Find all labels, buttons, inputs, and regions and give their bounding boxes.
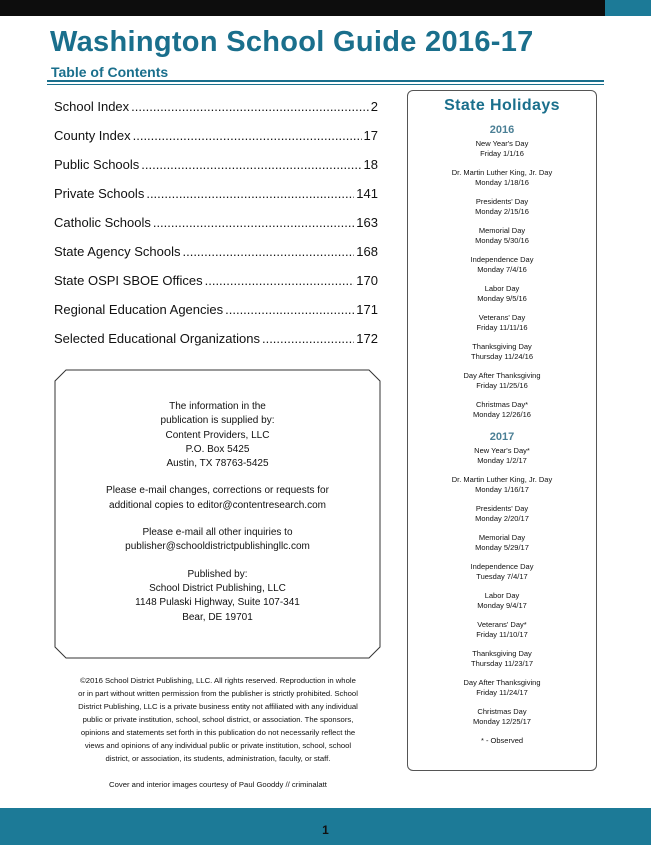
toc-entry[interactable] <box>54 244 378 273</box>
holiday-date: Friday 11/11/16 <box>476 323 528 332</box>
holiday-date: Monday 5/30/16 <box>475 236 529 245</box>
holiday-date: Monday 12/26/16 <box>473 410 531 419</box>
toc-label: Catholic Schools <box>54 215 151 230</box>
toc-entry[interactable] <box>54 331 378 360</box>
toc-entry[interactable] <box>54 99 378 128</box>
state-holidays-panel <box>407 90 597 771</box>
info-line: The information in the <box>169 401 266 412</box>
holiday-date: Tuesday 7/4/17 <box>476 572 528 581</box>
toc-leader <box>262 331 354 346</box>
toc-entry[interactable] <box>54 302 378 331</box>
toc-page: 172 <box>356 331 378 346</box>
holiday-date: Monday 2/15/16 <box>475 207 529 216</box>
holiday-item <box>408 284 596 304</box>
holiday-date: Monday 12/25/17 <box>473 717 531 726</box>
page-subtitle: Table of Contents <box>51 64 169 80</box>
holiday-item <box>408 707 596 727</box>
holiday-item <box>408 504 596 524</box>
holiday-item <box>408 446 596 466</box>
info-line: 1148 Pulaski Highway, Suite 107-341 <box>135 597 300 609</box>
toc-entry[interactable] <box>54 186 378 215</box>
holiday-item <box>408 342 596 362</box>
holiday-name: Thanksgiving Day <box>472 342 532 351</box>
toc-leader <box>146 186 354 201</box>
holiday-date: Monday 9/4/17 <box>477 601 527 610</box>
toc-label: School Index <box>54 99 130 114</box>
page-number: 1 <box>322 823 329 837</box>
holiday-date: Monday 9/5/16 <box>477 294 527 303</box>
toc-page: 18 <box>363 157 378 172</box>
holiday-date: Friday 11/10/17 <box>476 630 528 639</box>
info-changes <box>54 484 381 513</box>
holiday-date: Thursday 11/24/16 <box>471 352 533 361</box>
holiday-name: Christmas Day* <box>475 400 529 409</box>
holiday-date: Monday 7/4/16 <box>477 265 527 274</box>
holiday-name: Day After Thanksgiving <box>463 678 541 687</box>
holiday-item <box>408 168 596 188</box>
info-line: publication is supplied by: <box>160 415 275 427</box>
observed-note: * - Observed <box>480 736 524 745</box>
toc-label: State Agency Schools <box>54 244 181 259</box>
info-line: Content Providers, LLC <box>165 429 270 441</box>
toc-label: Regional Education Agencies <box>54 302 224 317</box>
holiday-name: Christmas Day <box>477 707 527 716</box>
toc-label: State OSPI SBOE Offices <box>54 273 203 288</box>
holiday-item <box>408 255 596 275</box>
toc-page: 2 <box>370 99 378 114</box>
toc-leader <box>133 128 362 143</box>
holiday-date: Friday 11/25/16 <box>476 381 528 390</box>
holiday-item <box>408 313 596 333</box>
table-of-contents <box>54 99 378 360</box>
toc-page: 170 <box>356 273 378 288</box>
info-email-publisher[interactable]: publisher@schooldistrictpublishingllc.com <box>125 541 310 553</box>
holiday-date: Monday 1/2/17 <box>477 456 527 465</box>
holiday-item <box>408 591 596 611</box>
info-line: Published by: <box>187 568 248 580</box>
holiday-date: Monday 1/16/17 <box>475 485 529 494</box>
header-rule <box>47 80 604 82</box>
holiday-item <box>408 649 596 669</box>
toc-entry[interactable] <box>54 128 378 157</box>
holiday-name: Thanksgiving Day <box>472 649 532 658</box>
toc-page: 171 <box>356 302 378 317</box>
holiday-item <box>408 475 596 495</box>
toc-entry[interactable] <box>54 157 378 186</box>
holiday-name: Memorial Day <box>478 533 526 542</box>
holiday-name: New Year's Day <box>475 139 529 148</box>
info-text <box>54 400 381 638</box>
holidays-year-2016: 2016 <box>489 124 515 136</box>
info-line: School District Publishing, LLC <box>149 582 286 594</box>
holiday-item <box>408 371 596 391</box>
toc-leader <box>205 273 355 288</box>
toc-page: 163 <box>356 215 378 230</box>
toc-entry[interactable] <box>54 215 378 244</box>
info-line: P.O. Box 5425 <box>185 443 250 455</box>
holiday-name: Dr. Martin Luther King, Jr. Day <box>451 475 553 484</box>
image-credit: Cover and interior images courtesy of Paul Gooddy // criminalatt <box>109 780 327 789</box>
publisher-info-box <box>54 369 381 659</box>
holidays-year-2017: 2017 <box>489 431 515 443</box>
info-line: Austin, TX 78763-5425 <box>166 458 269 470</box>
holiday-date: Thursday 11/23/17 <box>471 659 533 668</box>
holiday-date: Monday 2/20/17 <box>475 514 529 523</box>
holiday-name: Veterans' Day <box>478 313 526 322</box>
info-line: Please e-mail changes, corrections or requests for <box>106 485 329 497</box>
toc-page: 17 <box>363 128 378 143</box>
holiday-item <box>408 533 596 553</box>
holiday-name: Day After Thanksgiving <box>463 371 541 380</box>
top-bar <box>0 0 651 16</box>
info-line: Please e-mail all other inquiries to <box>142 527 293 539</box>
holiday-item <box>408 678 596 698</box>
toc-label: Selected Educational Organizations <box>54 331 260 346</box>
holiday-name: Independence Day <box>470 255 534 264</box>
holiday-item <box>408 620 596 640</box>
toc-entry[interactable] <box>54 273 378 302</box>
holiday-date: Monday 1/18/16 <box>475 178 529 187</box>
holiday-item <box>408 226 596 246</box>
holiday-item <box>408 562 596 582</box>
holiday-date: Friday 11/24/17 <box>476 688 528 697</box>
info-publisher <box>54 568 381 625</box>
holiday-name: Presidents' Day <box>475 504 529 513</box>
holiday-name: Independence Day <box>470 562 534 571</box>
toc-leader <box>182 244 354 259</box>
holiday-item <box>408 197 596 217</box>
info-email-editor[interactable]: additional copies to editor@contentresearch.com <box>109 499 326 511</box>
top-bar-accent <box>605 0 651 16</box>
holiday-name: Labor Day <box>484 284 520 293</box>
holiday-item <box>408 400 596 420</box>
holiday-date: Monday 5/29/17 <box>475 543 529 552</box>
toc-page: 168 <box>356 244 378 259</box>
holiday-name: New Year's Day* <box>474 446 530 455</box>
holiday-item <box>408 139 596 159</box>
holiday-name: Labor Day <box>484 591 520 600</box>
toc-label: Public Schools <box>54 157 140 172</box>
holiday-name: Presidents' Day <box>475 197 529 206</box>
header-rule-thin <box>47 84 604 85</box>
holiday-name: Veterans' Day* <box>477 620 527 629</box>
copyright-notice: ©2016 School District Publishing, LLC. All rights reserved. Reproduction in whole or in part without written permission from the publisher is strictly prohibited. School District Publishing, LLC is a private business entity not affiliated with any individual public or private institution, school, school district, or association. The sponsors, opinions and statements set forth in this publication do not necessarily reflect the views and opinions of any individual public or private institution, school, school district, or association, its students, administration, faculty, or staff. <box>78 676 358 763</box>
info-line: Bear, DE 19701 <box>182 611 253 623</box>
page-title: Washington School Guide 2016-17 <box>50 26 534 58</box>
holiday-date: Friday 1/1/16 <box>480 149 524 158</box>
holiday-name: Dr. Martin Luther King, Jr. Day <box>451 168 553 177</box>
toc-leader <box>153 215 354 230</box>
info-inquiries <box>54 526 381 555</box>
holiday-name: Memorial Day <box>478 226 526 235</box>
toc-label: Private Schools <box>54 186 145 201</box>
holidays-title: State Holidays <box>444 97 560 114</box>
toc-leader <box>225 302 354 317</box>
toc-leader <box>131 99 369 114</box>
info-source <box>54 400 381 471</box>
toc-leader <box>141 157 361 172</box>
toc-page: 141 <box>356 186 378 201</box>
toc-label: County Index <box>54 128 131 143</box>
